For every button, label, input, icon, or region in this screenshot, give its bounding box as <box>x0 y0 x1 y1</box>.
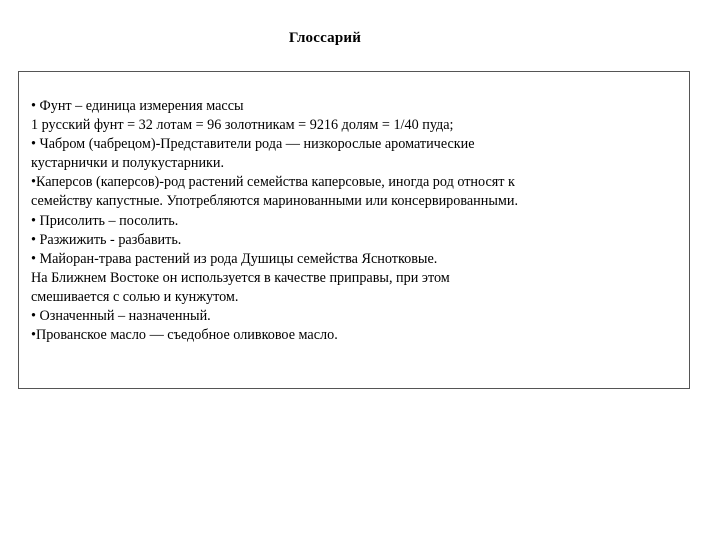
glossary-line: смешивается с солью и кунжутом. <box>31 288 239 305</box>
glossary-line: • Присолить – посолить. <box>31 212 179 229</box>
glossary-box <box>18 71 690 389</box>
glossary-line: семейству капустные. Употребляются маринованными или консервированными. <box>31 193 519 210</box>
glossary-line: •Каперсов (каперсов)-род растений семейства каперсовые, иногда род относят к <box>31 174 515 191</box>
glossary-line: • Чабром (чабрецом)-Представители рода — низкорослые ароматические <box>31 136 475 153</box>
glossary-line: кустарнички и полукустарники. <box>31 155 225 172</box>
page-title <box>0 28 650 48</box>
glossary-line: • Майоран-трава растений из рода Душицы семейства Яснотковые. <box>31 250 438 267</box>
glossary-line: • Разжижить - разбавить. <box>31 231 182 248</box>
glossary-line: •Прованское масло — съедобное оливковое масло. <box>31 327 338 344</box>
glossary-line: • Фунт – единица измерения массы <box>31 98 244 114</box>
glossary-line: • Означенный – назначенный. <box>31 308 211 325</box>
glossary-line: 1 русский фунт = 32 лотам = 96 золотникам = 9216 долям = 1/40 пуда; <box>31 117 454 134</box>
glossary-content <box>31 97 681 345</box>
glossary-title: Глоссарий <box>288 30 362 46</box>
glossary-line: На Ближнем Востоке он используется в качестве приправы, при этом <box>31 269 450 286</box>
